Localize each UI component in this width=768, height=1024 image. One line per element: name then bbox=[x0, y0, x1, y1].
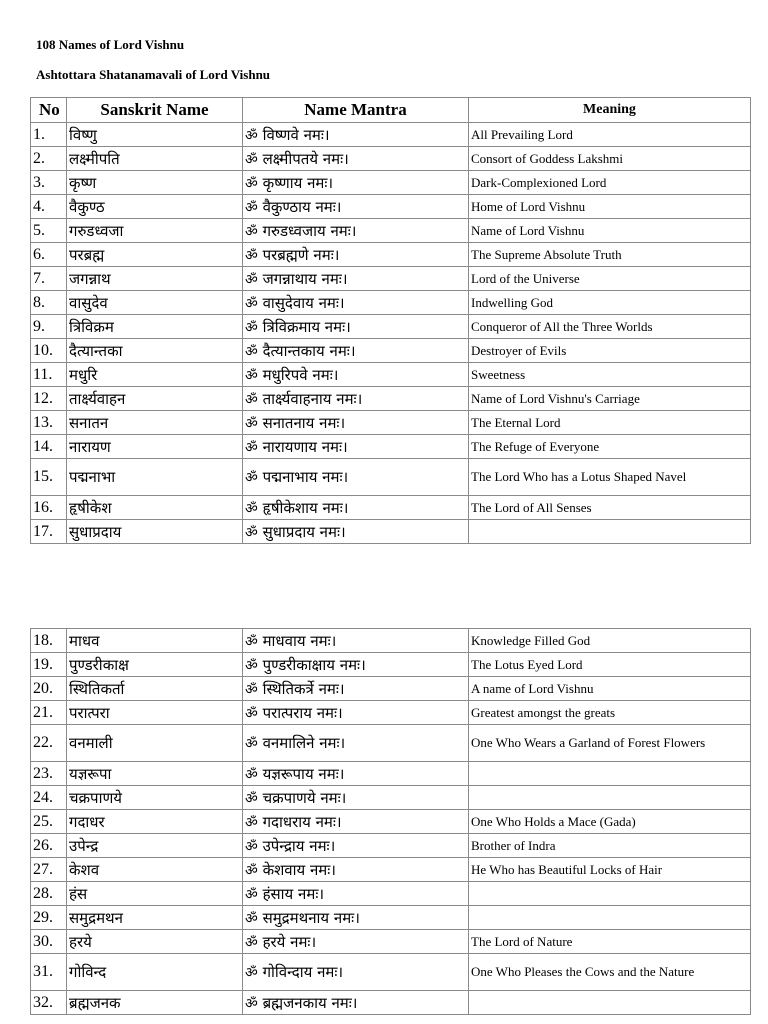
sanskrit-name: वासुदेव bbox=[67, 291, 243, 315]
om-symbol: ॐ bbox=[245, 814, 258, 831]
name-mantra: त्रिविक्रमाय नमः। bbox=[262, 317, 351, 336]
row-number: 7. bbox=[31, 267, 67, 291]
row-number: 13. bbox=[31, 411, 67, 435]
table-row bbox=[31, 171, 751, 195]
om-symbol: ॐ bbox=[245, 175, 258, 192]
row-number: 15. bbox=[31, 459, 67, 496]
om-symbol: ॐ bbox=[245, 470, 258, 486]
name-mantra-cell bbox=[243, 906, 469, 930]
table-row bbox=[31, 906, 751, 930]
om-symbol: ॐ bbox=[245, 965, 258, 981]
name-mantra-cell bbox=[243, 629, 469, 653]
header-meaning: Meaning bbox=[469, 98, 751, 123]
meaning: Consort of Goddess Lakshmi bbox=[469, 147, 751, 171]
row-number: 16. bbox=[31, 496, 67, 520]
om-symbol: ॐ bbox=[245, 247, 258, 264]
table-row bbox=[31, 123, 751, 147]
om-symbol: ॐ bbox=[245, 633, 258, 650]
table-row bbox=[31, 411, 751, 435]
name-mantra: स्थितिकर्त्रे नमः। bbox=[262, 679, 345, 698]
sanskrit-name: माधव bbox=[67, 629, 243, 653]
table-row bbox=[31, 219, 751, 243]
name-mantra: दैत्यान्तकाय नमः। bbox=[262, 341, 356, 360]
row-number: 4. bbox=[31, 195, 67, 219]
name-mantra-cell bbox=[243, 762, 469, 786]
header-no: No bbox=[31, 98, 67, 123]
name-mantra-cell bbox=[243, 435, 469, 459]
meaning: Indwelling God bbox=[469, 291, 751, 315]
om-symbol: ॐ bbox=[245, 199, 258, 216]
sanskrit-name: हंस bbox=[67, 882, 243, 906]
name-mantra-cell bbox=[243, 339, 469, 363]
meaning: A name of Lord Vishnu bbox=[469, 677, 751, 701]
om-symbol: ॐ bbox=[245, 391, 258, 408]
om-symbol: ॐ bbox=[245, 223, 258, 240]
row-number: 23. bbox=[31, 762, 67, 786]
name-mantra: केशवाय नमः। bbox=[262, 860, 336, 879]
header-name-mantra: Name Mantra bbox=[243, 98, 469, 123]
name-mantra-cell bbox=[243, 147, 469, 171]
sanskrit-name: ब्रह्मजनक bbox=[67, 991, 243, 1015]
sanskrit-name: सनातन bbox=[67, 411, 243, 435]
name-mantra-cell bbox=[243, 653, 469, 677]
sanskrit-name: पद्मनाभा bbox=[67, 459, 243, 496]
name-mantra: सनातनाय नमः। bbox=[262, 413, 346, 432]
name-mantra: कृष्णाय नमः। bbox=[262, 173, 334, 192]
name-mantra: गदाधराय नमः। bbox=[262, 812, 342, 831]
meaning: Name of Lord Vishnu bbox=[469, 219, 751, 243]
meaning: All Prevailing Lord bbox=[469, 123, 751, 147]
name-mantra-cell bbox=[243, 219, 469, 243]
meaning bbox=[469, 762, 751, 786]
name-mantra: नारायणाय नमः। bbox=[262, 437, 348, 456]
om-symbol: ॐ bbox=[245, 995, 258, 1012]
row-number: 2. bbox=[31, 147, 67, 171]
name-mantra-cell bbox=[243, 123, 469, 147]
sanskrit-name: लक्ष्मीपति bbox=[67, 147, 243, 171]
row-number: 30. bbox=[31, 930, 67, 954]
sanskrit-name: गोविन्द bbox=[67, 954, 243, 991]
table-row bbox=[31, 786, 751, 810]
names-table-2 bbox=[30, 628, 751, 1015]
meaning: Destroyer of Evils bbox=[469, 339, 751, 363]
table-row bbox=[31, 291, 751, 315]
names-table-1 bbox=[30, 97, 751, 544]
row-number: 11. bbox=[31, 363, 67, 387]
table-1-body bbox=[31, 123, 751, 544]
meaning bbox=[469, 991, 751, 1015]
table-row bbox=[31, 762, 751, 786]
meaning bbox=[469, 520, 751, 544]
name-mantra: हंसाय नमः। bbox=[262, 884, 325, 903]
meaning: Lord of the Universe bbox=[469, 267, 751, 291]
row-number: 5. bbox=[31, 219, 67, 243]
name-mantra-cell bbox=[243, 291, 469, 315]
name-mantra: समुद्रमथनाय नमः। bbox=[262, 908, 360, 927]
om-symbol: ॐ bbox=[245, 790, 258, 807]
row-number: 25. bbox=[31, 810, 67, 834]
om-symbol: ॐ bbox=[245, 500, 258, 517]
name-mantra-cell bbox=[243, 858, 469, 882]
name-mantra: विष्णवे नमः। bbox=[262, 125, 330, 144]
om-symbol: ॐ bbox=[245, 862, 258, 879]
om-symbol: ॐ bbox=[245, 838, 258, 855]
row-number: 27. bbox=[31, 858, 67, 882]
name-mantra: माधवाय नमः। bbox=[262, 631, 337, 650]
row-number: 19. bbox=[31, 653, 67, 677]
document-subtitle: Ashtottara Shatanamavali of Lord Vishnu bbox=[36, 67, 271, 82]
name-mantra: परब्रह्मणे नमः। bbox=[262, 245, 340, 264]
name-mantra-cell bbox=[243, 725, 469, 762]
sanskrit-name: चक्रपाणये bbox=[67, 786, 243, 810]
om-symbol: ॐ bbox=[245, 681, 258, 698]
sanskrit-name: उपेन्द्र bbox=[67, 834, 243, 858]
meaning: The Lord of Nature bbox=[469, 930, 751, 954]
om-symbol: ॐ bbox=[245, 127, 258, 144]
document-title: 108 Names of Lord Vishnu bbox=[36, 37, 185, 52]
row-number: 10. bbox=[31, 339, 67, 363]
row-number: 6. bbox=[31, 243, 67, 267]
meaning bbox=[469, 882, 751, 906]
name-mantra: गोविन्दाय नमः। bbox=[262, 963, 344, 981]
name-mantra: हरये नमः। bbox=[262, 932, 317, 951]
name-mantra-cell bbox=[243, 991, 469, 1015]
meaning: One Who Pleases the Cows and the Nature bbox=[469, 954, 751, 991]
meaning: Conqueror of All the Three Worlds bbox=[469, 315, 751, 339]
om-symbol: ॐ bbox=[245, 295, 258, 312]
om-symbol: ॐ bbox=[245, 736, 258, 752]
sanskrit-name: जगन्नाथ bbox=[67, 267, 243, 291]
sanskrit-name: परब्रह्म bbox=[67, 243, 243, 267]
om-symbol: ॐ bbox=[245, 910, 258, 927]
table-row bbox=[31, 363, 751, 387]
table-row bbox=[31, 629, 751, 653]
name-mantra: ब्रह्मजनकाय नमः। bbox=[262, 993, 358, 1012]
meaning: The Lotus Eyed Lord bbox=[469, 653, 751, 677]
row-number: 9. bbox=[31, 315, 67, 339]
name-mantra-cell bbox=[243, 411, 469, 435]
table-row bbox=[31, 858, 751, 882]
table-row bbox=[31, 810, 751, 834]
name-mantra-cell bbox=[243, 195, 469, 219]
om-symbol: ॐ bbox=[245, 319, 258, 336]
meaning: The Supreme Absolute Truth bbox=[469, 243, 751, 267]
row-number: 8. bbox=[31, 291, 67, 315]
name-mantra: हृषीकेशाय नमः। bbox=[262, 498, 349, 517]
name-mantra-cell bbox=[243, 677, 469, 701]
sanskrit-name: मधुरि bbox=[67, 363, 243, 387]
om-symbol: ॐ bbox=[245, 657, 258, 674]
om-symbol: ॐ bbox=[245, 151, 258, 168]
name-mantra-cell bbox=[243, 882, 469, 906]
meaning bbox=[469, 786, 751, 810]
table-row bbox=[31, 991, 751, 1015]
om-symbol: ॐ bbox=[245, 766, 258, 783]
sanskrit-name: वनमाली bbox=[67, 725, 243, 762]
row-number: 21. bbox=[31, 701, 67, 725]
sanskrit-name: यज्ञरूपा bbox=[67, 762, 243, 786]
meaning: He Who has Beautiful Locks of Hair bbox=[469, 858, 751, 882]
row-number: 26. bbox=[31, 834, 67, 858]
table-row bbox=[31, 459, 751, 496]
name-mantra: मधुरिपवे नमः। bbox=[262, 365, 339, 384]
sanskrit-name: समुद्रमथन bbox=[67, 906, 243, 930]
name-mantra-cell bbox=[243, 363, 469, 387]
sanskrit-name: केशव bbox=[67, 858, 243, 882]
table-row bbox=[31, 435, 751, 459]
sanskrit-name: विष्णु bbox=[67, 123, 243, 147]
meaning: The Refuge of Everyone bbox=[469, 435, 751, 459]
row-number: 17. bbox=[31, 520, 67, 544]
name-mantra-cell bbox=[243, 810, 469, 834]
meaning: Sweetness bbox=[469, 363, 751, 387]
om-symbol: ॐ bbox=[245, 524, 258, 541]
meaning bbox=[469, 906, 751, 930]
name-mantra-cell bbox=[243, 786, 469, 810]
table-row bbox=[31, 882, 751, 906]
table-row bbox=[31, 315, 751, 339]
table-row bbox=[31, 954, 751, 991]
header-sanskrit-name: Sanskrit Name bbox=[67, 98, 243, 123]
om-symbol: ॐ bbox=[245, 271, 258, 288]
name-mantra-cell bbox=[243, 315, 469, 339]
name-mantra: तार्क्ष्यवाहनाय नमः। bbox=[262, 389, 363, 408]
table-row bbox=[31, 520, 751, 544]
sanskrit-name: कृष्ण bbox=[67, 171, 243, 195]
row-number: 3. bbox=[31, 171, 67, 195]
sanskrit-name: गरुडध्वजा bbox=[67, 219, 243, 243]
meaning: One Who Wears a Garland of Forest Flowers bbox=[469, 725, 751, 762]
row-number: 32. bbox=[31, 991, 67, 1015]
name-mantra: पद्मनाभाय नमः। bbox=[262, 468, 349, 486]
om-symbol: ॐ bbox=[245, 367, 258, 384]
meaning: The Lord Who has a Lotus Shaped Navel bbox=[469, 459, 751, 496]
row-number: 28. bbox=[31, 882, 67, 906]
meaning: The Lord of All Senses bbox=[469, 496, 751, 520]
sanskrit-name: नारायण bbox=[67, 435, 243, 459]
meaning: Name of Lord Vishnu's Carriage bbox=[469, 387, 751, 411]
om-symbol: ॐ bbox=[245, 415, 258, 432]
table-row bbox=[31, 267, 751, 291]
row-number: 22. bbox=[31, 725, 67, 762]
name-mantra-cell bbox=[243, 387, 469, 411]
header-row bbox=[31, 98, 751, 123]
name-mantra: पुण्डरीकाक्षाय नमः। bbox=[262, 655, 366, 674]
sanskrit-name: सुधाप्रदाय bbox=[67, 520, 243, 544]
om-symbol: ॐ bbox=[245, 886, 258, 903]
table-row bbox=[31, 701, 751, 725]
row-number: 29. bbox=[31, 906, 67, 930]
name-mantra-cell bbox=[243, 459, 469, 496]
row-number: 12. bbox=[31, 387, 67, 411]
name-mantra-cell bbox=[243, 701, 469, 725]
sanskrit-name: दैत्यान्तका bbox=[67, 339, 243, 363]
name-mantra-cell bbox=[243, 834, 469, 858]
name-mantra: जगन्नाथाय नमः। bbox=[262, 269, 348, 288]
name-mantra: परात्पराय नमः। bbox=[262, 703, 343, 722]
row-number: 24. bbox=[31, 786, 67, 810]
name-mantra: यज्ञरूपाय नमः। bbox=[262, 764, 345, 783]
table-row bbox=[31, 930, 751, 954]
table-row bbox=[31, 677, 751, 701]
sanskrit-name: त्रिविक्रम bbox=[67, 315, 243, 339]
om-symbol: ॐ bbox=[245, 439, 258, 456]
sanskrit-name: स्थितिकर्ता bbox=[67, 677, 243, 701]
sanskrit-name: परात्परा bbox=[67, 701, 243, 725]
name-mantra: गरुडध्वजाय नमः। bbox=[262, 221, 357, 240]
row-number: 31. bbox=[31, 954, 67, 991]
table-row bbox=[31, 387, 751, 411]
meaning: Brother of Indra bbox=[469, 834, 751, 858]
row-number: 14. bbox=[31, 435, 67, 459]
table-row bbox=[31, 653, 751, 677]
meaning: The Eternal Lord bbox=[469, 411, 751, 435]
name-mantra: वैकुण्ठाय नमः। bbox=[262, 197, 342, 216]
sanskrit-name: हृषीकेश bbox=[67, 496, 243, 520]
name-mantra-cell bbox=[243, 930, 469, 954]
om-symbol: ॐ bbox=[245, 343, 258, 360]
name-mantra-cell bbox=[243, 954, 469, 991]
table-row bbox=[31, 834, 751, 858]
table-row bbox=[31, 195, 751, 219]
table-row bbox=[31, 496, 751, 520]
name-mantra: वनमालिने नमः। bbox=[262, 734, 346, 752]
meaning: One Who Holds a Mace (Gada) bbox=[469, 810, 751, 834]
row-number: 20. bbox=[31, 677, 67, 701]
om-symbol: ॐ bbox=[245, 705, 258, 722]
name-mantra-cell bbox=[243, 520, 469, 544]
name-mantra-cell bbox=[243, 267, 469, 291]
name-mantra: उपेन्द्राय नमः। bbox=[262, 836, 336, 855]
sanskrit-name: गदाधर bbox=[67, 810, 243, 834]
table-row bbox=[31, 147, 751, 171]
sanskrit-name: पुण्डरीकाक्ष bbox=[67, 653, 243, 677]
name-mantra: सुधाप्रदाय नमः। bbox=[262, 522, 346, 541]
table-row bbox=[31, 725, 751, 762]
name-mantra-cell bbox=[243, 496, 469, 520]
name-mantra: वासुदेवाय नमः। bbox=[262, 293, 345, 312]
table-2-body bbox=[31, 629, 751, 1015]
meaning: Home of Lord Vishnu bbox=[469, 195, 751, 219]
name-mantra-cell bbox=[243, 171, 469, 195]
meaning: Greatest amongst the greats bbox=[469, 701, 751, 725]
table-row bbox=[31, 339, 751, 363]
meaning: Dark-Complexioned Lord bbox=[469, 171, 751, 195]
sanskrit-name: तार्क्ष्यवाहन bbox=[67, 387, 243, 411]
name-mantra-cell bbox=[243, 243, 469, 267]
meaning: Knowledge Filled God bbox=[469, 629, 751, 653]
row-number: 18. bbox=[31, 629, 67, 653]
om-symbol: ॐ bbox=[245, 934, 258, 951]
name-mantra: लक्ष्मीपतये नमः। bbox=[262, 149, 349, 168]
row-number: 1. bbox=[31, 123, 67, 147]
table-row bbox=[31, 243, 751, 267]
sanskrit-name: वैकुण्ठ bbox=[67, 195, 243, 219]
name-mantra: चक्रपाणये नमः। bbox=[262, 788, 347, 807]
sanskrit-name: हरये bbox=[67, 930, 243, 954]
